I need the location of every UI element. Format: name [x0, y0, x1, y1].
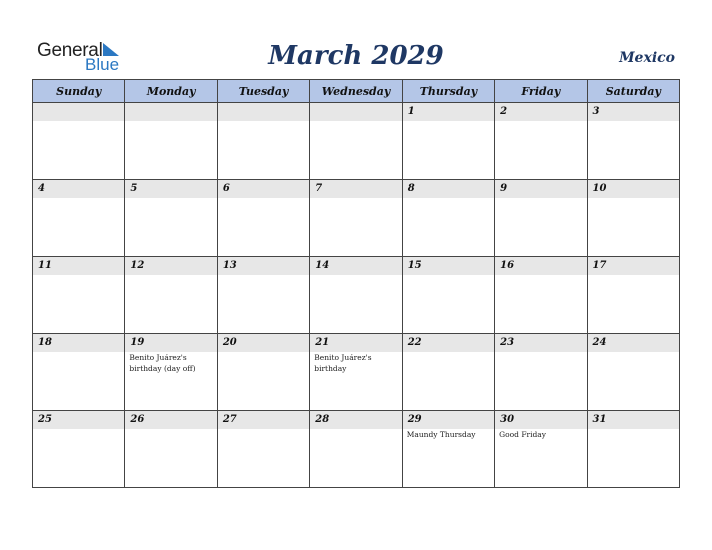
day-number: 30 [500, 414, 515, 425]
day-number-bar [218, 411, 309, 429]
day-cell [33, 257, 125, 334]
day-number-bar [588, 180, 679, 198]
day-cell [587, 411, 679, 488]
day-cell [217, 334, 309, 411]
calendar-title: March 2029 [268, 41, 444, 71]
day-cell [495, 411, 587, 488]
weekday-thursday: Thursday [402, 80, 494, 103]
holiday-label: Maundy Thursday [406, 430, 476, 439]
weekday-tuesday: Tuesday [217, 80, 309, 103]
day-number-bar [495, 411, 586, 429]
day-cell [402, 334, 494, 411]
day-cell [217, 411, 309, 488]
day-number: 20 [222, 337, 237, 348]
week-row [33, 411, 680, 488]
day-number-bar [403, 180, 494, 198]
day-cell [217, 180, 309, 257]
day-number-bar [125, 411, 216, 429]
day-number-bar [588, 411, 679, 429]
day-cell [587, 103, 679, 180]
day-cell [310, 257, 402, 334]
day-number-bar [33, 257, 124, 275]
day-number: 23 [500, 337, 515, 348]
day-cell [125, 334, 217, 411]
day-cell [125, 411, 217, 488]
day-number: 8 [407, 183, 415, 194]
day-cell [125, 103, 217, 180]
day-cell [495, 334, 587, 411]
logo-text-general: General [37, 40, 103, 61]
holiday-label: Benito Juárez's birthday [314, 353, 372, 373]
day-number-bar [33, 180, 124, 198]
day-number: 16 [500, 260, 515, 271]
day-number-bar [495, 103, 586, 121]
day-number: 24 [592, 337, 607, 348]
day-number-bar [33, 103, 124, 121]
day-number: 28 [315, 414, 330, 425]
day-cell [125, 180, 217, 257]
day-number-bar [495, 257, 586, 275]
day-number-bar [310, 103, 401, 121]
day-number: 19 [130, 337, 145, 348]
day-number: 11 [38, 260, 52, 271]
day-cell [495, 103, 587, 180]
day-cell [587, 334, 679, 411]
day-number: 7 [315, 183, 323, 194]
day-number: 15 [407, 260, 422, 271]
weekday-monday: Monday [125, 80, 217, 103]
week-row [33, 334, 680, 411]
day-cell [217, 103, 309, 180]
day-number: 21 [315, 337, 330, 348]
day-number-bar [310, 257, 401, 275]
day-number: 3 [592, 106, 600, 117]
day-number: 17 [592, 260, 607, 271]
day-cell [402, 257, 494, 334]
day-number: 13 [222, 260, 237, 271]
day-number: 26 [130, 414, 145, 425]
day-cell [495, 257, 587, 334]
day-number-bar [218, 257, 309, 275]
weekday-saturday: Saturday [587, 80, 679, 103]
day-number-bar [588, 103, 679, 121]
day-number: 31 [592, 414, 607, 425]
day-number: 18 [38, 337, 52, 348]
day-number-bar [33, 334, 124, 352]
day-cell [310, 411, 402, 488]
day-number: 25 [38, 414, 52, 425]
day-cell [33, 103, 125, 180]
day-cell [310, 103, 402, 180]
day-cell [310, 334, 402, 411]
day-number-bar [403, 103, 494, 121]
week-row [33, 103, 680, 180]
day-cell [402, 103, 494, 180]
week-row [33, 180, 680, 257]
day-cell [402, 180, 494, 257]
day-cell [33, 411, 125, 488]
day-cell [217, 257, 309, 334]
day-number: 5 [130, 183, 138, 194]
day-number: 22 [407, 337, 422, 348]
day-number-bar [33, 411, 124, 429]
day-cell [33, 180, 125, 257]
weekday-header-row [33, 80, 680, 103]
day-number-bar [588, 257, 679, 275]
day-number-bar [218, 334, 309, 352]
day-cell [495, 180, 587, 257]
day-number-bar [310, 180, 401, 198]
day-number-bar [310, 334, 401, 352]
holiday-label: Good Friday [499, 430, 547, 439]
day-cell [310, 180, 402, 257]
day-number-bar [495, 180, 586, 198]
day-number-bar [310, 411, 401, 429]
day-number: 10 [592, 183, 607, 194]
day-number-bar [403, 334, 494, 352]
logo-text-blue: Blue [85, 55, 120, 74]
day-number-bar [218, 103, 309, 121]
week-row [33, 257, 680, 334]
day-number: 1 [407, 106, 415, 117]
weekday-wednesday: Wednesday [310, 80, 402, 103]
day-cell [587, 180, 679, 257]
day-number-bar [218, 180, 309, 198]
day-number: 14 [315, 260, 330, 271]
day-number: 29 [407, 414, 422, 425]
day-number-bar [125, 334, 216, 352]
holiday-label: Benito Juárez's birthday (day off) [129, 353, 196, 373]
country-label: Mexico [619, 50, 675, 66]
day-number-bar [403, 257, 494, 275]
day-number: 4 [38, 183, 45, 194]
day-number-bar [588, 334, 679, 352]
day-number-bar [495, 334, 586, 352]
day-number: 6 [222, 183, 230, 194]
day-cell [587, 257, 679, 334]
calendar-grid [32, 79, 680, 488]
day-cell [125, 257, 217, 334]
day-number: 27 [222, 414, 237, 425]
day-number: 12 [130, 260, 145, 271]
day-cell [33, 334, 125, 411]
day-number: 9 [500, 183, 508, 194]
weekday-friday: Friday [495, 80, 587, 103]
day-number-bar [125, 103, 216, 121]
day-cell [402, 411, 494, 488]
weekday-sunday: Sunday [33, 80, 125, 103]
day-number: 2 [500, 106, 508, 117]
day-number-bar [125, 180, 216, 198]
day-number-bar [125, 257, 216, 275]
day-number-bar [403, 411, 494, 429]
